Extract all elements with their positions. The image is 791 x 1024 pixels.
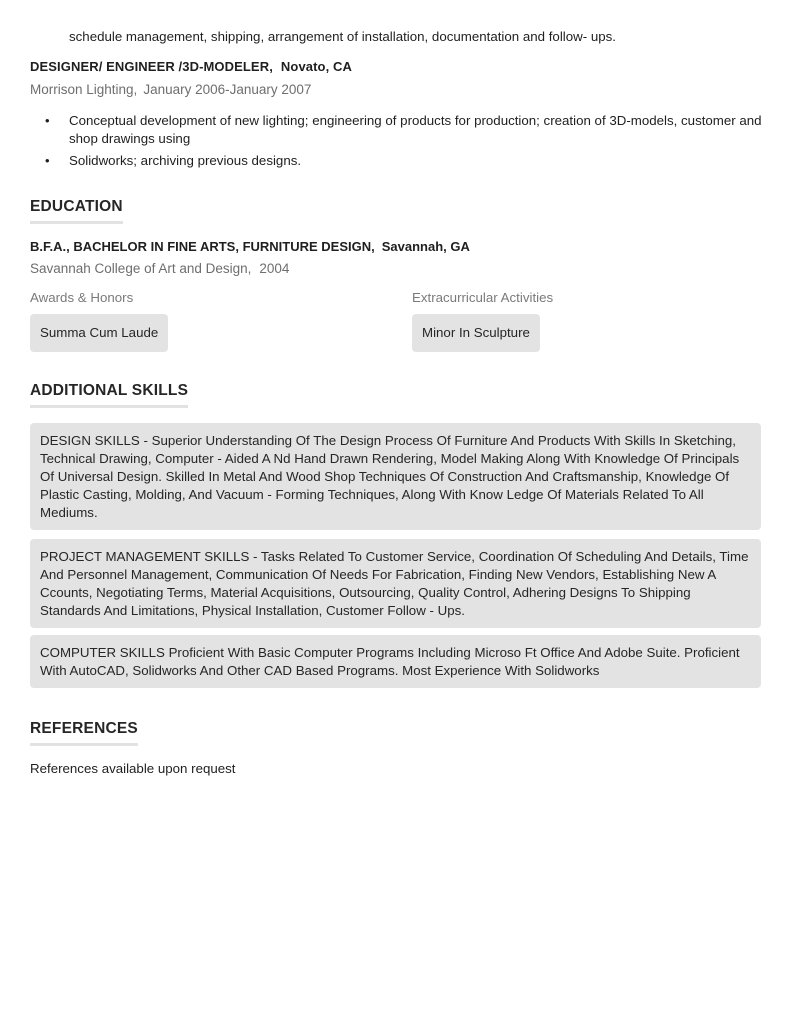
references-text: References available upon request [30, 761, 236, 776]
references-heading [30, 720, 138, 746]
degree-location: Savannah, GA [381, 239, 470, 254]
job-bullet-list [40, 112, 770, 174]
degree-line [30, 239, 470, 254]
skill-box-computer: COMPUTER SKILLS Proficient With Basic Computer Programs Including Microso Ft Office And Adobe Suite. Proficient With AutoCAD, Solidworks And Other CAD Based Programs. Most Experience With Solidworks [30, 635, 761, 688]
extracurricular-pill: Minor In Sculpture [412, 314, 540, 352]
section-underline [30, 743, 138, 746]
education-heading-text: EDUCATION [30, 198, 123, 215]
degree-title: B.F.A., BACHELOR IN FINE ARTS, FURNITURE DESIGN, [30, 239, 375, 254]
bullet-icon: • [45, 153, 50, 168]
additional-skills-heading [30, 382, 188, 408]
job-title: DESIGNER/ ENGINEER /3D-MODELER, [30, 59, 273, 74]
job-title-line [30, 59, 352, 74]
job-bullet-text: Conceptual development of new lighting; engineering of products for production; creation of 3D-models, customer and shop drawings using [69, 113, 762, 146]
experience-continued-line: schedule management, shipping, arrangement of installation, documentation and follow- ups. [69, 29, 616, 44]
skill-box-project-management: PROJECT MANAGEMENT SKILLS - Tasks Related To Customer Service, Coordination Of Scheduling And Details, Time And Personnel Management, Communication Of Needs For Fabrication, Finding New Vendors, Establishing New A Ccounts, Negotiating Terms, Material Acquisitions, Outsourcing, Quality Control, Adhering Designs To Shipping Standards And Limitations, Physical Installation, Customer Follow - Ups. [30, 539, 761, 628]
references-heading-text: REFERENCES [30, 720, 138, 737]
job-company-line [30, 82, 311, 97]
bullet-icon: • [45, 113, 50, 128]
extracurricular-label: Extracurricular Activities [412, 290, 554, 305]
additional-skills-heading-text: ADDITIONAL SKILLS [30, 382, 189, 399]
job-dates: January 2006-January 2007 [143, 82, 312, 97]
job-location: Novato, CA [280, 59, 352, 74]
job-bullet [40, 152, 770, 170]
section-underline [30, 221, 123, 224]
award-pill: Summa Cum Laude [30, 314, 168, 352]
education-heading [30, 198, 123, 224]
job-bullet-text: Solidworks; archiving previous designs. [69, 153, 302, 168]
section-underline [30, 405, 188, 408]
skill-box-design: DESIGN SKILLS - Superior Understanding Of The Design Process Of Furniture And Products With Skills In Sketching, Technical Drawing, Computer - Aided A Nd Hand Drawn Rendering, Model Making Along With Knowledge Of Principals Of Universal Design. Skilled In Metal And Wood Shop Techniques Of Construction And Craftsmanship, Knowledge Of Plastic Casting, Molding, And Vacuum - Forming Techniques, Along With Know Ledge Of Materials Related To All Mediums. [30, 423, 761, 530]
awards-label: Awards & Honors [30, 290, 134, 305]
school-line [30, 261, 289, 276]
job-bullet [40, 112, 770, 148]
graduation-year: 2004 [259, 261, 290, 276]
school-name: Savannah College of Art and Design, [30, 261, 252, 276]
job-company: Morrison Lighting, [30, 82, 138, 97]
